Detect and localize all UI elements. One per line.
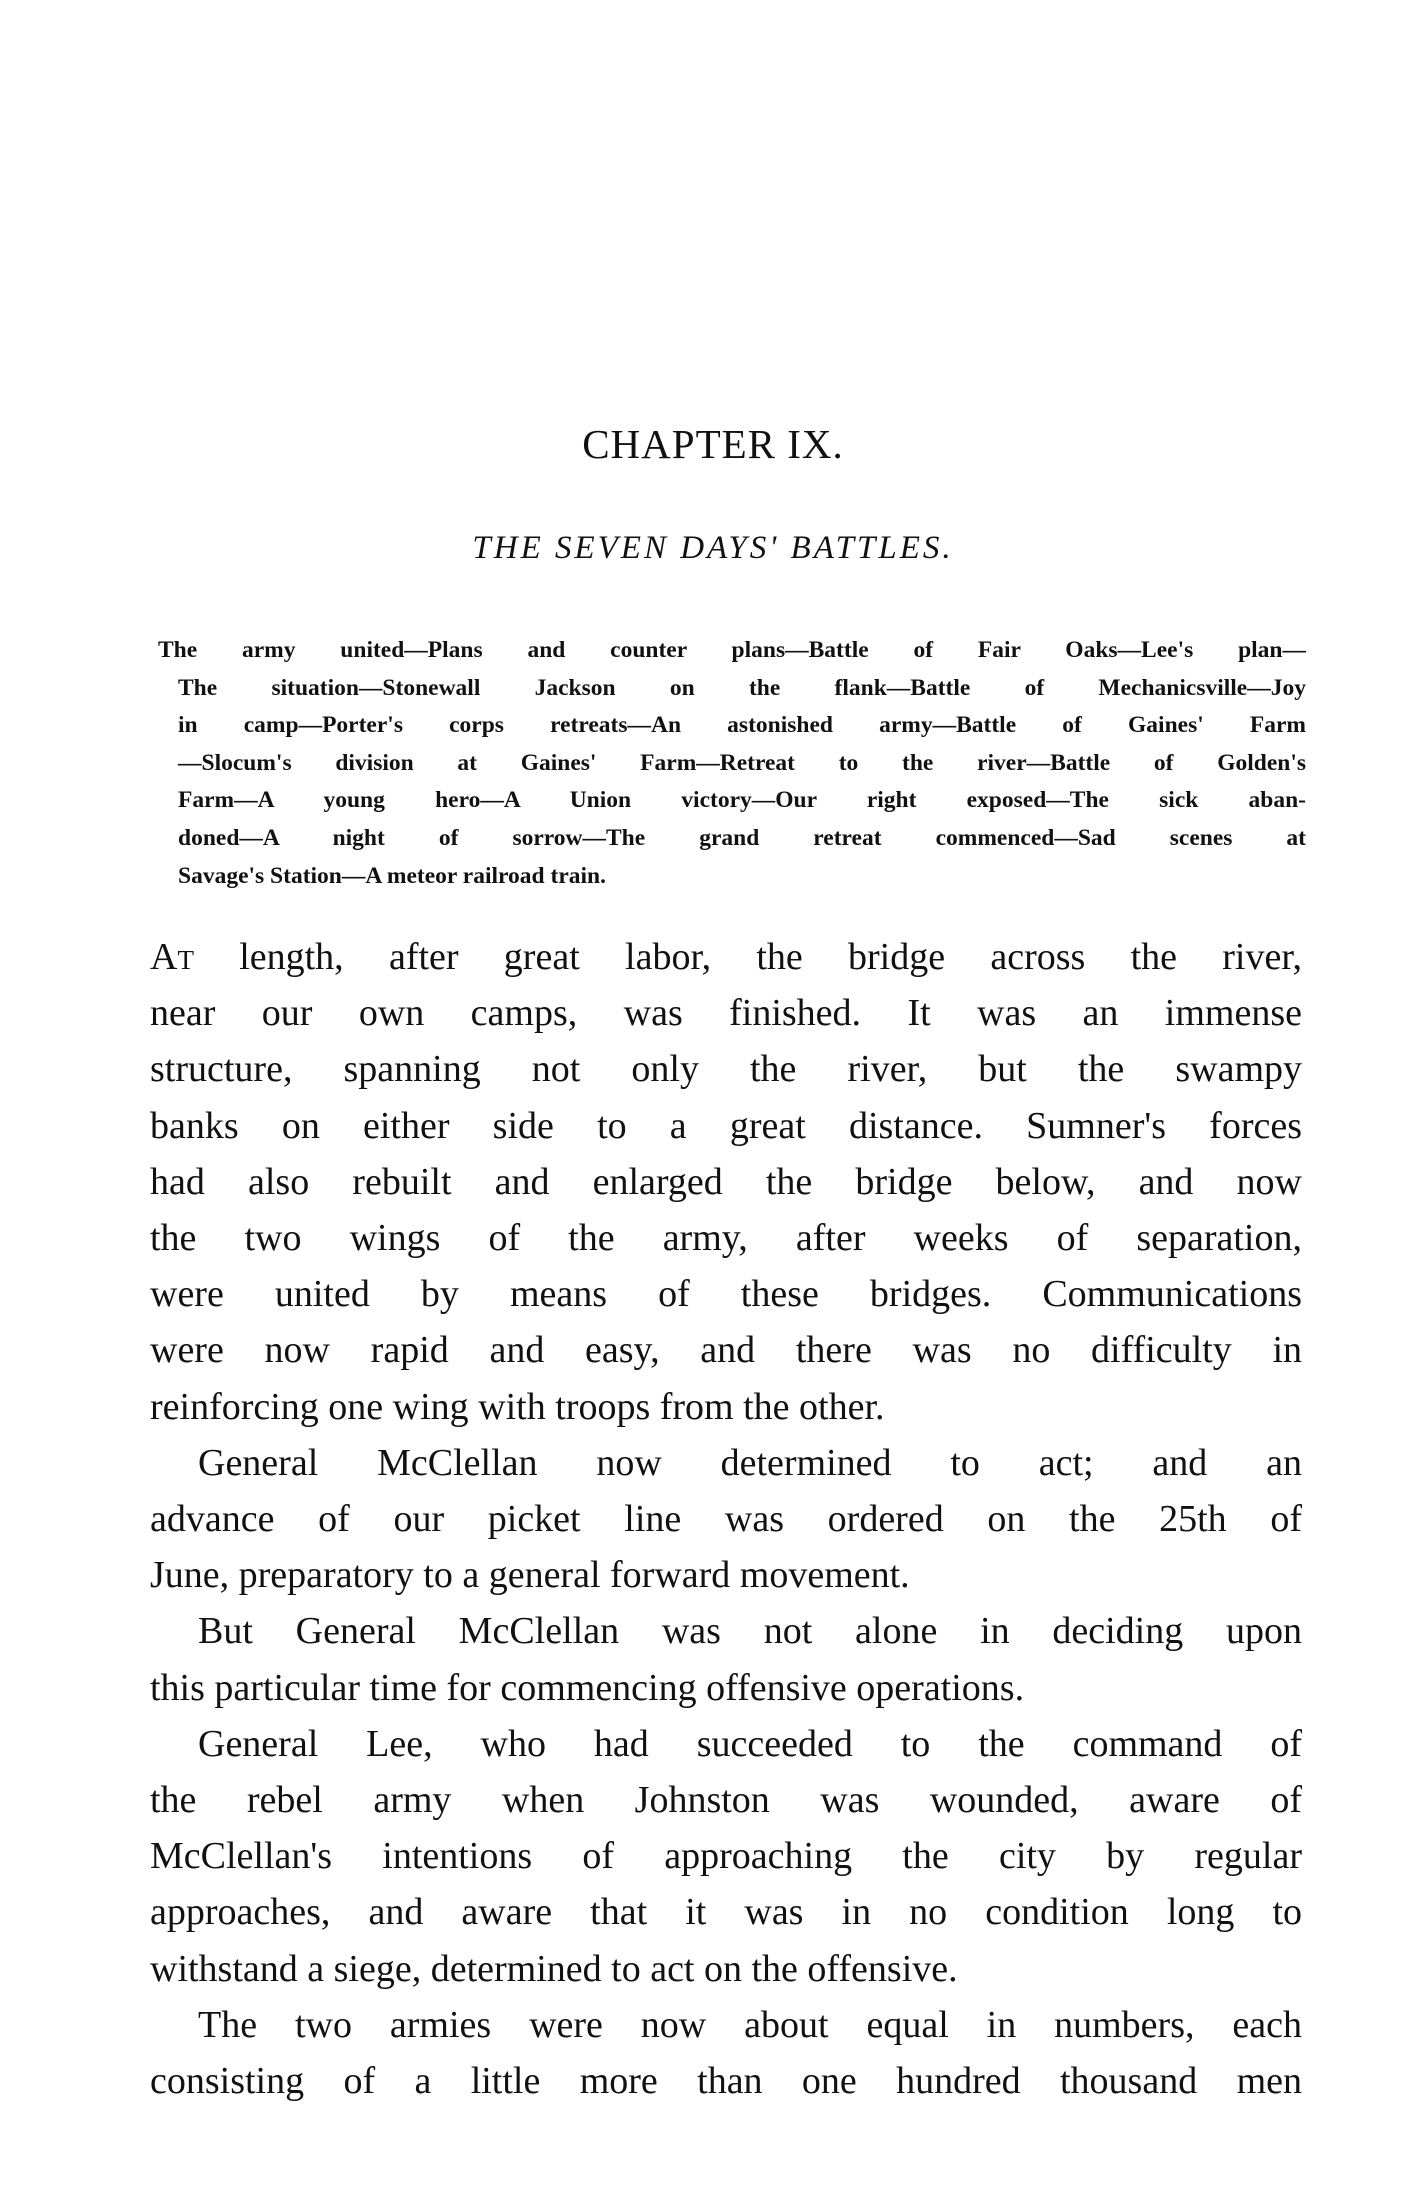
body-line: consisting of a little more than one hundred thousand men (150, 2060, 1302, 2103)
chapter-subtitle: THE SEVEN DAYS' BATTLES. (472, 530, 954, 566)
summary-line: —Slocum's division at Gaines' Farm—Retreat to the river—Battle of Golden's (178, 749, 1306, 776)
summary-line: in camp—Porter's corps retreats—An astonished army—Battle of Gaines' Farm (178, 712, 1306, 739)
summary-line: The army united—Plans and counter plans—Battle of Fair Oaks—Lee's plan— (158, 637, 1306, 663)
body-line: near our own camps, was finished. It was an immense (150, 992, 1302, 1035)
body-line: the rebel army when Johnston was wounded, aware of (150, 1779, 1302, 1822)
body-line: McClellan's intentions of approaching the city by regular (150, 1835, 1302, 1878)
body-line: The two armies were now about equal in numbers, each (198, 2003, 1302, 2046)
summary-line: Farm—A young hero—A Union victory—Our right exposed—The sick aban- (178, 787, 1306, 814)
body-line: June, preparatory to a general forward movement. (150, 1554, 910, 1597)
summary-line: Savage's Station—A meteor railroad train. (178, 862, 606, 889)
body-line: were now rapid and easy, and there was no difficulty in (150, 1329, 1302, 1372)
body-line: approaches, and aware that it was in no condition long to (150, 1891, 1302, 1934)
body-line: But General McClellan was not alone in deciding upon (198, 1610, 1302, 1653)
body-line: reinforcing one wing with troops from the other. (150, 1385, 885, 1428)
body-line: the two wings of the army, after weeks of separation, (150, 1217, 1302, 1260)
body-line: advance of our picket line was ordered on the 25th of (150, 1498, 1302, 1541)
body-line: this particular time for commencing offensive operations. (150, 1666, 1025, 1709)
summary-line: The situation—Stonewall Jackson on the flank—Battle of Mechanicsville—Joy (178, 674, 1306, 701)
body-line: were united by means of these bridges. Communications (150, 1273, 1302, 1316)
body-line (150, 929, 1302, 985)
body-line: had also rebuilt and enlarged the bridge below, and now (150, 1160, 1302, 1203)
body-line: banks on either side to a great distance. Sumner's forces (150, 1104, 1302, 1147)
body-line: General McClellan now determined to act; and an (198, 1441, 1302, 1484)
chapter-summary (158, 632, 1306, 895)
body-line: General Lee, who had succeeded to the command of (198, 1722, 1302, 1765)
summary-line: doned—A night of sorrow—The grand retreat commenced—Sad scenes at (178, 824, 1306, 851)
body-line: structure, spanning not only the river, but the swampy (150, 1048, 1302, 1091)
chapter-title: CHAPTER IX. (582, 421, 844, 467)
body-text (150, 929, 1302, 2109)
drop-word: At (150, 936, 194, 978)
body-line-text: length, after great labor, the bridge across the river, (193, 936, 1302, 978)
body-line: withstand a siege, determined to act on the offensive. (150, 1947, 958, 1990)
